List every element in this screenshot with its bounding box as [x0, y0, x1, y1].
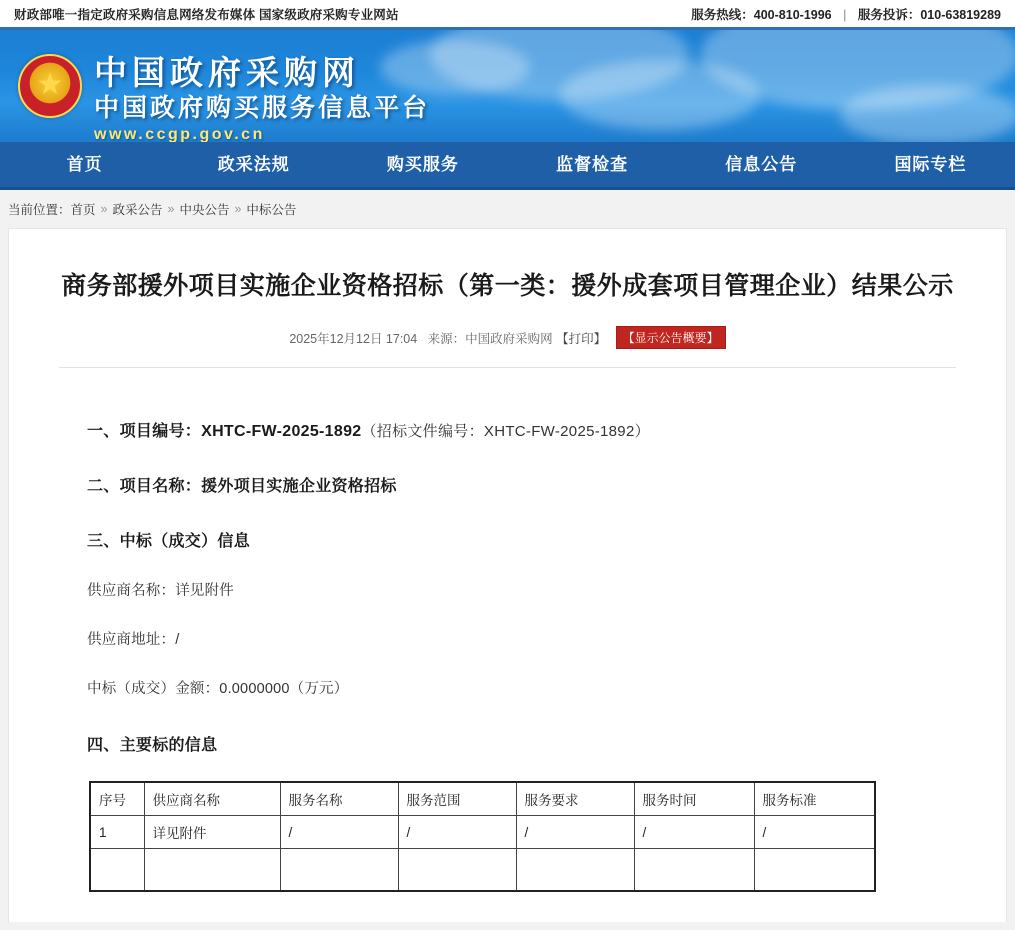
nav-regulations[interactable]: 政采法规: [217, 154, 290, 174]
site-title: 中国政府采购网: [94, 56, 360, 92]
main-items-table-wrapper: [87, 781, 928, 892]
cell-index: 1: [90, 816, 144, 849]
breadcrumb-prefix: 当前位置：: [8, 203, 71, 217]
breadcrumb-item-winning-bid-notice[interactable]: 中标公告: [246, 203, 297, 217]
article-meta: [59, 326, 956, 368]
column-header-service-standard: 服务标准: [754, 782, 875, 816]
announcement-body: [59, 368, 956, 892]
cell-service-requirement: [516, 849, 634, 891]
cell-index: [90, 849, 144, 891]
page-title: 商务部援外项目实施企业资格招标（第一类：援外成套项目管理企业）结果公示: [61, 272, 954, 300]
site-slogan: 财政部唯一指定政府采购信息网络发布媒体 国家级政府采购专业网站: [14, 7, 399, 22]
national-emblem-icon: [18, 54, 82, 118]
breadcrumb-arrow-icon: »: [167, 202, 175, 216]
bid-amount: 中标（成交）金额：0.0000000（万元）: [87, 681, 349, 697]
section-project-number: [87, 418, 928, 441]
section-project-number-label: 一、项目编号：XHTC-FW-2025-1892: [87, 423, 362, 440]
nav-announcements[interactable]: 信息公告: [725, 154, 798, 174]
breadcrumb: [0, 190, 1015, 228]
publish-date: 2025年12月12日 17:04: [289, 332, 418, 346]
column-header-index: 序号: [90, 782, 144, 816]
section-main-items: 四、主要标的信息: [87, 737, 218, 754]
column-header-service-time: 服务时间: [634, 782, 754, 816]
nav-purchase-service[interactable]: 购买服务: [386, 154, 459, 174]
cell-service-standard: /: [754, 816, 875, 849]
main-navigation[interactable]: [0, 142, 1015, 190]
nav-supervision[interactable]: 监督检查: [556, 154, 629, 174]
cell-service-name: /: [280, 816, 398, 849]
cell-service-time: /: [634, 816, 754, 849]
banner-text-block: [94, 56, 430, 142]
breadcrumb-arrow-icon: »: [234, 202, 242, 216]
announcement-card: [8, 228, 1007, 922]
breadcrumb-item-home[interactable]: 首页: [70, 203, 96, 217]
section-bid-info: 三、中标（成交）信息: [87, 533, 251, 550]
show-summary-button[interactable]: 【显示公告概要】: [616, 326, 726, 349]
site-banner: [0, 30, 1015, 142]
column-header-service-scope: 服务范围: [398, 782, 516, 816]
cell-service-scope: [398, 849, 516, 891]
table-row: [90, 816, 875, 849]
site-url: www.ccgp.gov.cn: [94, 126, 265, 142]
cloud-decoration: [840, 85, 1015, 142]
print-button[interactable]: 【打印】: [556, 332, 607, 346]
table-header-row: [90, 782, 875, 816]
service-hotline: 服务热线：400-810-1996: [691, 7, 832, 22]
cell-service-scope: /: [398, 816, 516, 849]
column-header-service-name: 服务名称: [280, 782, 398, 816]
nav-home[interactable]: 首页: [66, 154, 103, 174]
cell-service-requirement: /: [516, 816, 634, 849]
cell-supplier: 详见附件: [144, 816, 280, 849]
column-header-service-requirement: 服务要求: [516, 782, 634, 816]
nav-international[interactable]: 国际专栏: [894, 154, 967, 174]
supplier-name: 供应商名称：详见附件: [87, 583, 234, 599]
table-row: [90, 849, 875, 891]
breadcrumb-item-procurement-notice[interactable]: 政采公告: [112, 203, 163, 217]
site-subtitle: 中国政府购买服务信息平台: [94, 94, 431, 122]
section-project-number-note: （招标文件编号：XHTC-FW-2025-1892）: [361, 423, 650, 440]
article-source: 来源：中国政府采购网: [427, 332, 553, 346]
cell-service-standard: [754, 849, 875, 891]
service-complaint: 服务投诉：010-63819289: [857, 7, 1001, 22]
column-header-supplier: 供应商名称: [144, 782, 280, 816]
section-project-name: 二、项目名称：援外项目实施企业资格招标: [87, 478, 397, 495]
supplier-address: 供应商地址：/: [87, 632, 180, 648]
contacts-separator: |: [843, 7, 847, 22]
top-info-bar: [0, 0, 1015, 30]
cell-supplier: [144, 849, 280, 891]
service-contacts: [691, 5, 1001, 23]
breadcrumb-arrow-icon: »: [100, 202, 108, 216]
main-items-table: [89, 781, 876, 892]
cell-service-name: [280, 849, 398, 891]
cell-service-time: [634, 849, 754, 891]
breadcrumb-item-central-notice[interactable]: 中央公告: [179, 203, 230, 217]
